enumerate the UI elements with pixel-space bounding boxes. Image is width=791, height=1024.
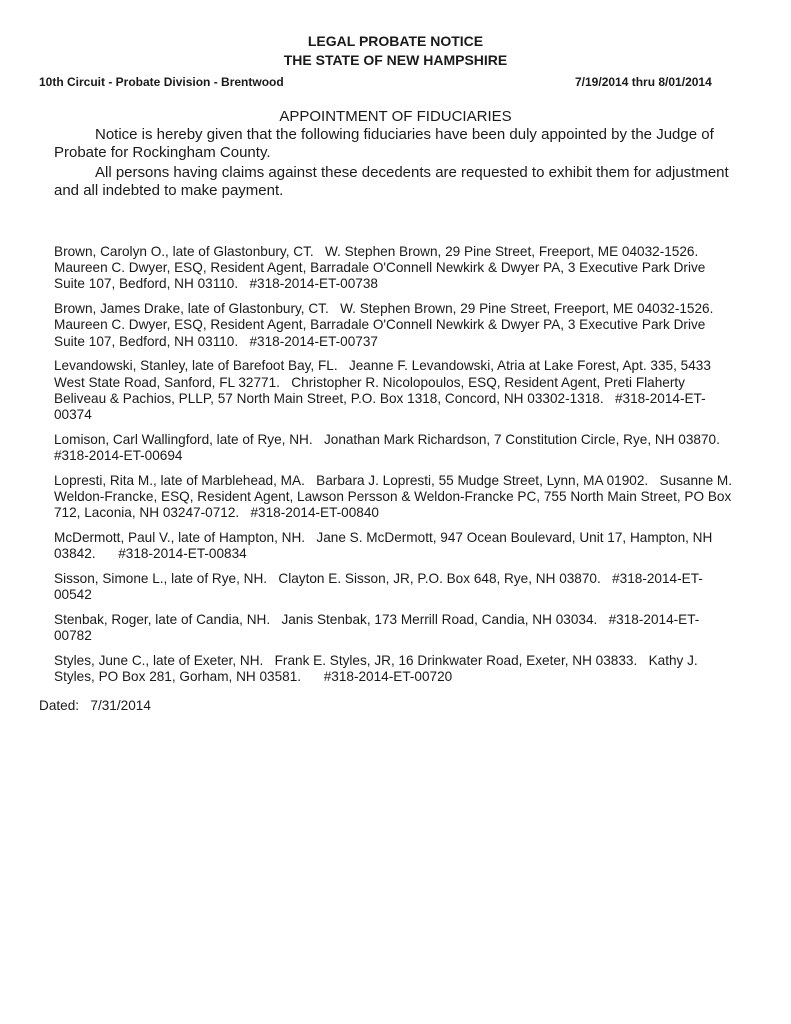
fiduciary-entry: Brown, James Drake, late of Glastonbury, CT. W. Stephen Brown, 29 Pine Street, Freeport, ME 04032-1526. Maureen C. Dwyer, ESQ, Resident Agent, Barradale O'Connell Newkirk & Dwyer PA, 3 Executive Park Drive Suite 107, Bedford, NH 03110. #318-2014-ET-00737 [54, 301, 725, 349]
state-title: THE STATE OF NEW HAMPSHIRE [283, 52, 508, 68]
fiduciary-entry: Stenbak, Roger, late of Candia, NH. Janis Stenbak, 173 Merrill Road, Candia, NH 03034. #318-2014-ET-00782 [54, 612, 700, 644]
notice-paragraph-1-text: Notice is hereby given that the following fiduciaries have been duly appointed by the Judge of Probate for Rockingham County. [54, 126, 714, 161]
notice-paragraph-2-text: All persons having claims against these decedents are requested to exhibit them for adjustment and all indebted to make payment. [54, 164, 729, 199]
fiduciary-entry: Styles, June C., late of Exeter, NH. Frank E. Styles, JR, 16 Drinkwater Road, Exeter, NH 03833. Kathy J. Styles, PO Box 281, Gorham, NH 03581. #318-2014-ET-00720 [54, 653, 702, 685]
fiduciary-entry: McDermott, Paul V., late of Hampton, NH. Jane S. McDermott, 947 Ocean Boulevard, Unit 17, Hampton, NH 03842. #318-2014-ET-00834 [54, 530, 717, 562]
notice-paragraph-1 [54, 126, 754, 162]
section-title: APPOINTMENT OF FIDUCIARIES [279, 108, 512, 125]
fiduciary-entry: Levandowski, Stanley, late of Barefoot Bay, FL. Jeanne F. Levandowski, Atria at Lake Forest, Apt. 335, 5433 West State Road, Sanford, FL 32771. Christopher R. Nicolopoulos, ESQ, Resident Agent, Preti Flaherty Beliveau & Pachios, PLLP, 57 North Main Street, P.O. Box 1318, Concord, NH 03302-1318. #318-2014-ET-00374 [54, 358, 715, 423]
fiduciary-entry: Lomison, Carl Wallingford, late of Rye, NH. Jonathan Mark Richardson, 7 Constitution Circle, Rye, NH 03870. #318-2014-ET-00694 [54, 431, 743, 464]
fiduciary-entry: Brown, Carolyn O., late of Glastonbury, CT. W. Stephen Brown, 29 Pine Street, Freeport, ME 04032-1526. Maureen C. Dwyer, ESQ, Resident Agent, Barradale O'Connell Newkirk & Dwyer PA, 3 Executive Park Drive Suite 107, Bedford, NH 03110. #318-2014-ET-00738 [54, 244, 710, 292]
notice-paragraph-2 [54, 164, 754, 200]
dated-line [39, 698, 151, 714]
date-range: 7/19/2014 thru 8/01/2014 [575, 75, 712, 89]
fiduciary-entry: Lopresti, Rita M., late of Marblehead, MA. Barbara J. Lopresti, 55 Mudge Street, Lynn, MA 01902. Susanne M. Weldon-Francke, ESQ, Resident Agent, Lawson Persson & Weldon-Francke PC, 755 North Main Street, PO Box 712, Laconia, NH 03247-0712. #318-2014-ET-00840 [54, 472, 736, 521]
fiduciary-list [54, 244, 743, 694]
dated-label: Dated: [39, 698, 80, 713]
court-division: 10th Circuit - Probate Division - Brentwood [39, 75, 284, 89]
dated-value: 7/31/2014 [90, 698, 151, 713]
notice-title: LEGAL PROBATE NOTICE [307, 33, 484, 49]
fiduciary-entry: Sisson, Simone L., late of Rye, NH. Clayton E. Sisson, JR, P.O. Box 648, Rye, NH 03870. #318-2014-ET-00542 [54, 571, 703, 603]
